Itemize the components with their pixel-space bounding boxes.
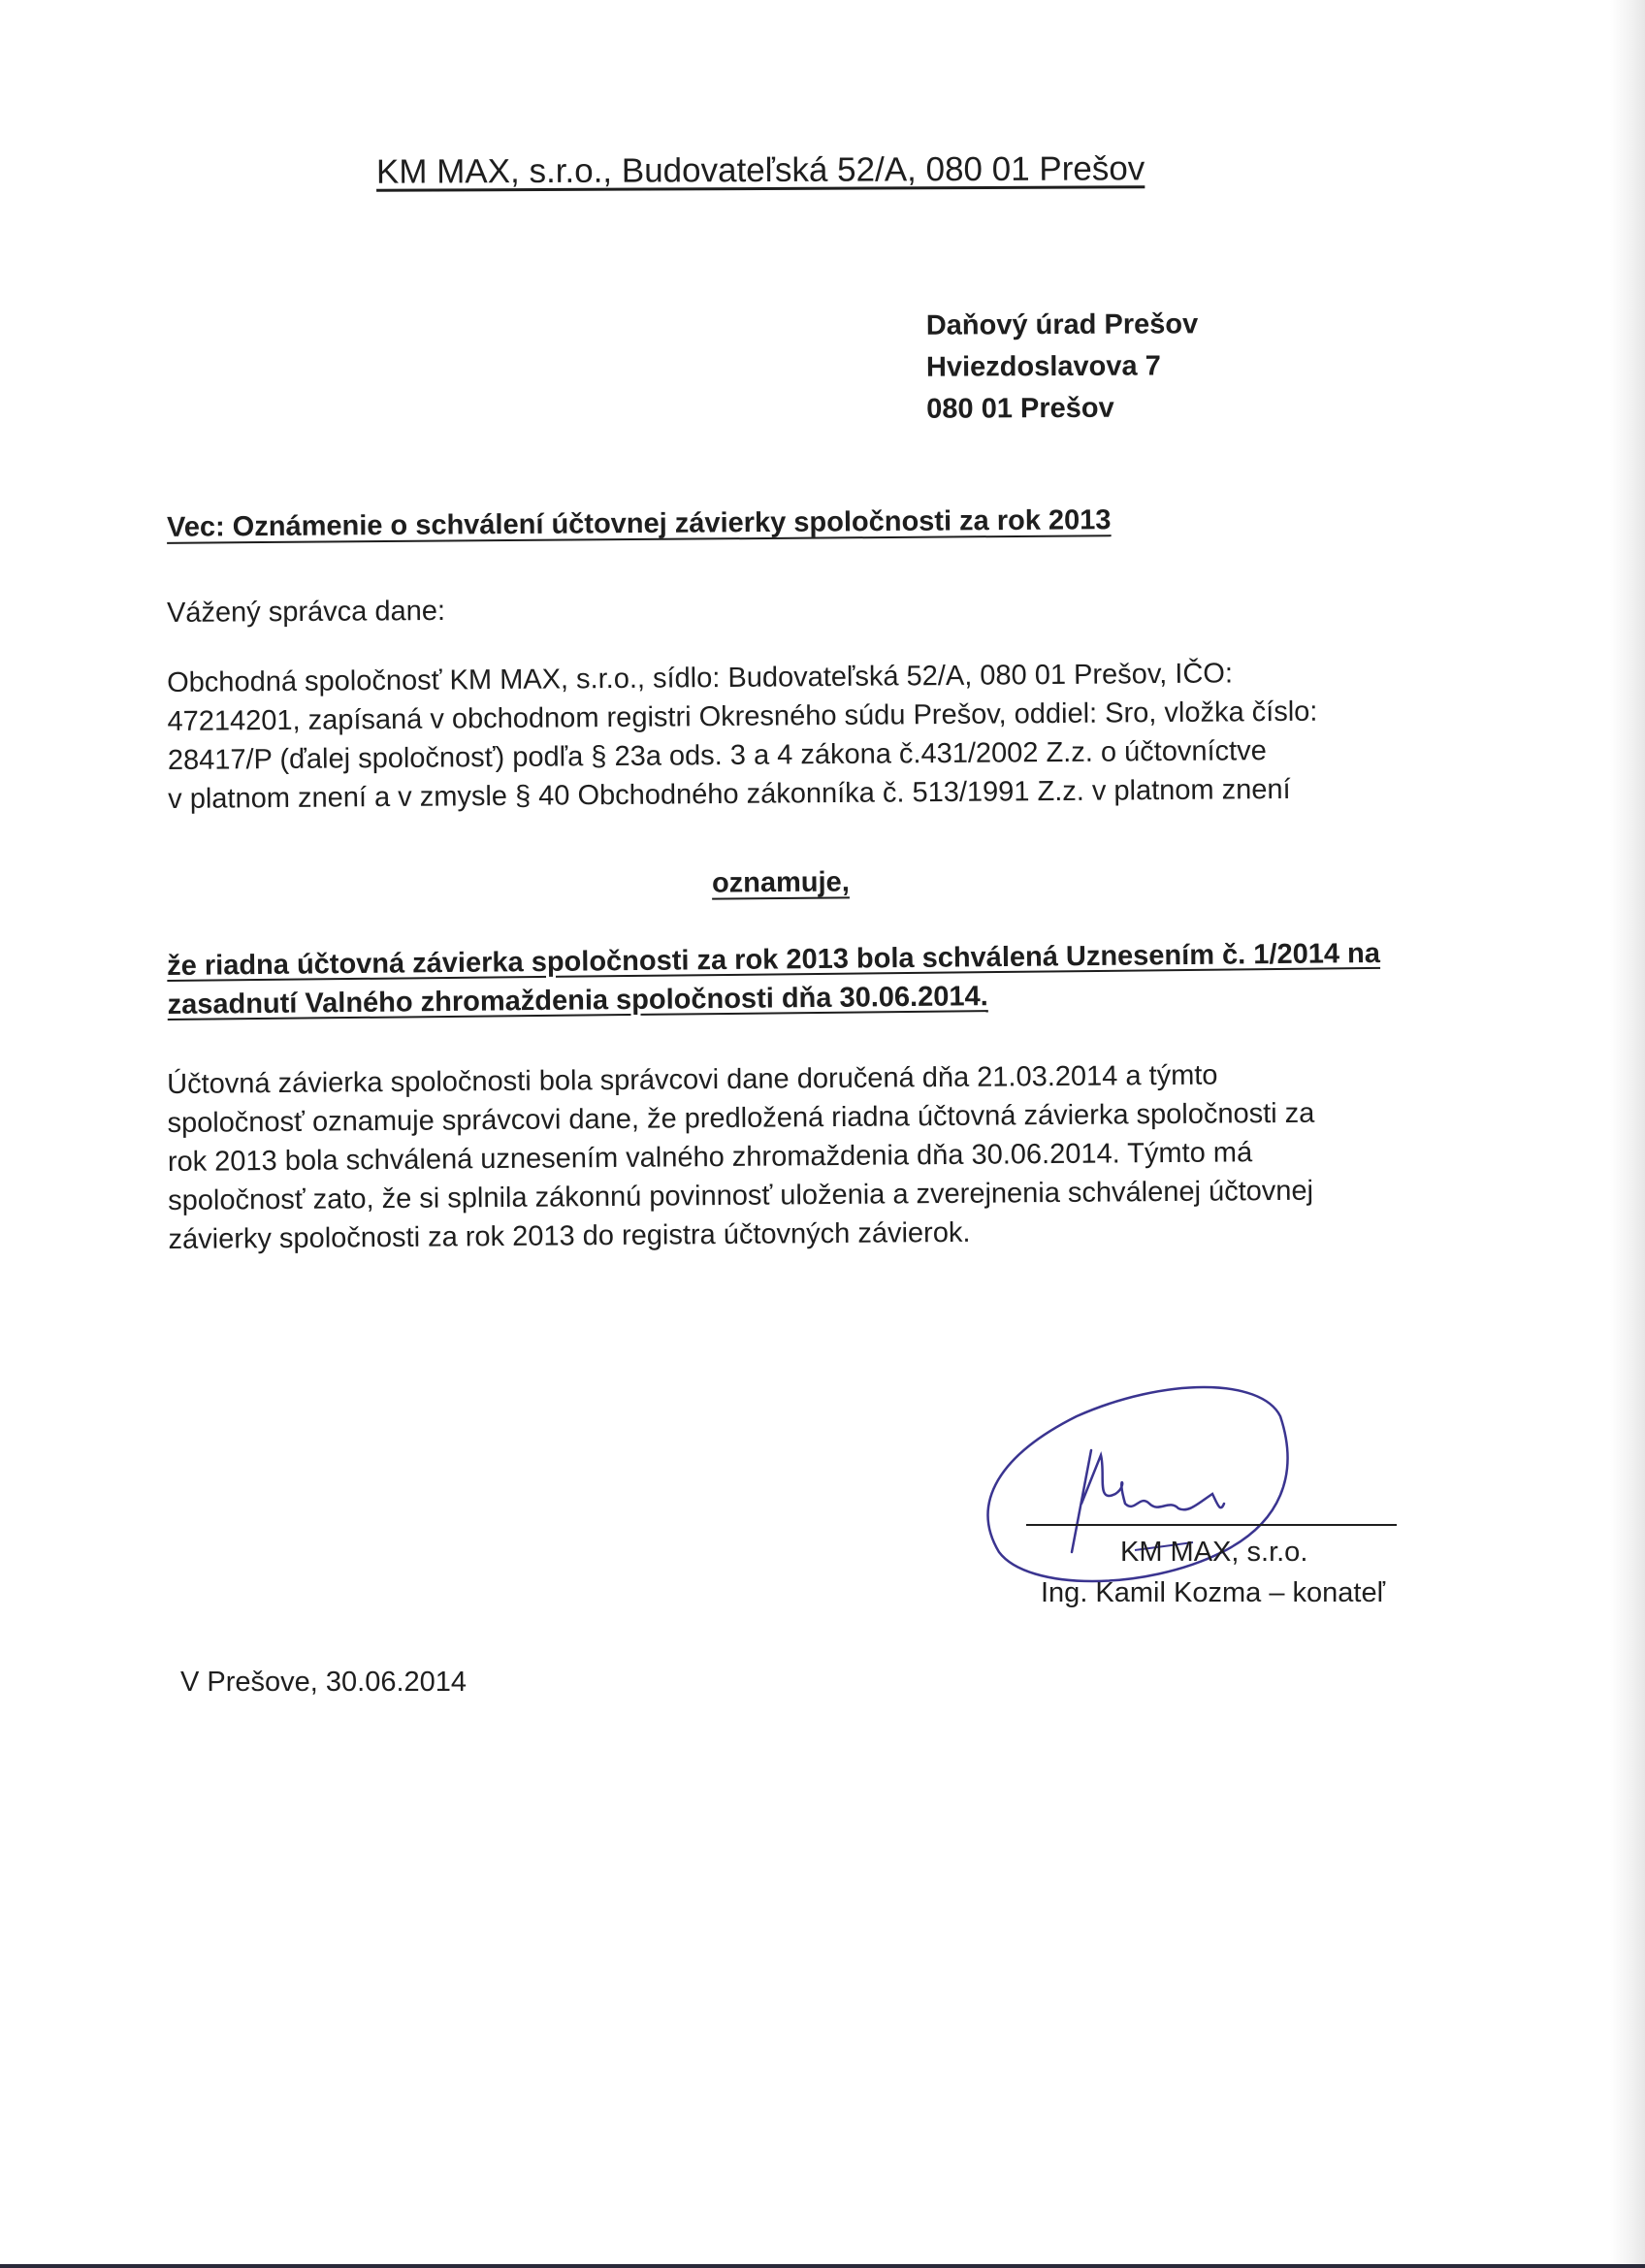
announce-word: oznamuje, bbox=[711, 866, 850, 899]
signature-person: Ing. Kamil Kozma – konateľ bbox=[1041, 1577, 1386, 1608]
signature-area bbox=[970, 1358, 1416, 1610]
approval-statement bbox=[167, 934, 1381, 1024]
body-line: Účtovná závierka spoločnosti bola správcovi dane doručená dňa 21.03.2014 a týmto bbox=[167, 1059, 1218, 1100]
handwritten-signature-icon bbox=[970, 1358, 1416, 1610]
body-line: spoločnosť oznamuje správcovi dane, že predložená riadna účtovná závierka spoločnosti za bbox=[167, 1097, 1315, 1139]
intro-line: Obchodná spoločnosť KM MAX, s.r.o., sídlo: Budovateľská 52/A, 080 01 Prešov, IČO: bbox=[167, 658, 1234, 698]
intro-line: 47214201, zapísaná v obchodnom registri Okresného súdu Prešov, oddiel: Sro, vložka číslo: bbox=[167, 696, 1318, 737]
salutation: Vážený správca dane: bbox=[166, 595, 446, 630]
recipient-line-3: 080 01 Prešov bbox=[926, 392, 1114, 425]
intro-line: v platnom znení a v zmysle § 40 Obchodného zákonníka č. 513/1991 Z.z. v platnom znení bbox=[168, 773, 1291, 815]
body-paragraph bbox=[167, 1055, 1316, 1259]
recipient-line-2: Hviezdoslavova 7 bbox=[925, 350, 1161, 383]
statement-line: že riadna účtovná závierka spoločnosti za rok 2013 bola schválená Uznesením č. 1/2014 na bbox=[167, 937, 1381, 982]
subject-line: Vec: Oznámenie o schválení účtovnej závierky spoločnosti za rok 2013 bbox=[166, 504, 1112, 543]
statement-line: zasadnutí Valného zhromaždenia spoločnosti dňa 30.06.2014. bbox=[167, 981, 988, 1021]
recipient-address bbox=[926, 304, 1199, 430]
place-date: V Prešove, 30.06.2014 bbox=[180, 1667, 468, 1698]
signature-company: KM MAX, s.r.o. bbox=[1120, 1537, 1308, 1568]
body-line: rok 2013 bola schválená uznesením valného zhromaždenia dňa 30.06.2014. Týmto má bbox=[167, 1137, 1253, 1178]
recipient-line-1: Daňový úrad Prešov bbox=[925, 308, 1199, 341]
intro-line: 28417/P (ďalej spoločnosť) podľa § 23a ods. 3 a 4 zákona č.431/2002 Z.z. o účtovníctve bbox=[167, 735, 1267, 776]
company-header: KM MAX, s.r.o., Budovateľská 52/A, 080 01 Prešov bbox=[375, 149, 1145, 191]
body-line: spoločnosť zato, že si splnila zákonnú povinnosť uloženia a zverejnenia schválenej účtovnej bbox=[168, 1175, 1314, 1216]
intro-paragraph bbox=[167, 654, 1318, 819]
scan-edge-bottom bbox=[0, 2264, 1645, 2268]
body-line: závierky spoločnosti za rok 2013 do registra účtovných závierok. bbox=[168, 1216, 971, 1255]
scan-edge-right bbox=[1610, 0, 1645, 2268]
